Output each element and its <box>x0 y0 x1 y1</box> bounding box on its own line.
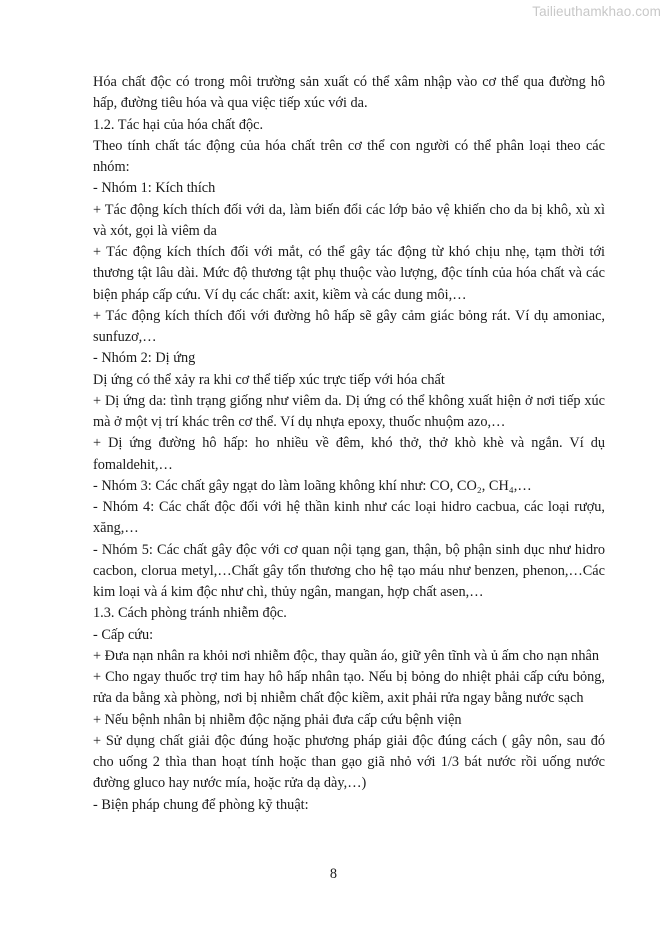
list-item: + Tác động kích thích đối với đường hô hấp sẽ gây cảm giác bỏng rát. Ví dụ amoniac, sunfuzơ,… <box>93 307 605 345</box>
prevention-heading: - Biện pháp chung để phòng kỹ thuật: <box>93 796 309 813</box>
group-3-paragraph: - Nhóm 3: Các chất gây ngạt do làm loãng không khí như: CO, CO₂, CH₄,… <box>93 477 532 494</box>
list-item: + Cho ngay thuốc trợ tim hay hô hấp nhân tạo. Nếu bị bỏng do nhiệt phải cấp cứu bỏng, rửa da bằng xà phòng, nơi bị nhiễm chất độc kiềm, axit phải rửa ngay bằng nước sạch <box>93 669 605 707</box>
group-4-paragraph: - Nhóm 4: Các chất độc đối với hệ thần kinh như các loại hidro cacbua, các loại rượu, xăng,… <box>93 499 605 537</box>
first-aid-heading: - Cấp cứu: <box>93 626 154 643</box>
paragraph-allergy: Dị ứng có thể xảy ra khi cơ thể tiếp xúc trực tiếp với hóa chất <box>93 371 445 388</box>
watermark: Tailieuthamkhao.com <box>532 4 661 19</box>
list-item: + Sử dụng chất giải độc đúng hoặc phương pháp giải độc đúng cách ( gây nôn, sau đó cho uống 2 thìa than hoạt tính hoặc than gạo giã nhỏ với 1/3 bát nước rồi uống nước đường gluco hay nước mía, hoặc rửa dạ dày,…) <box>93 732 605 792</box>
list-item: + Tác động kích thích đối với da, làm biến đổi các lớp bảo vệ khiến cho da bị khô, xù xì và xót, gọi là viêm da <box>93 201 605 239</box>
group-1-heading: - Nhóm 1: Kích thích <box>93 180 216 197</box>
group-5-paragraph: - Nhóm 5: Các chất gây độc với cơ quan nội tạng gan, thận, bộ phận sinh dục như hidro cacbon, clorua metyl,…Chất gây tổn thương cho hệ tạo máu như benzen, phenon,…Các kim loại và á kim độc như chì, thủy ngân, mangan, hợp chất asen,… <box>93 541 605 600</box>
paragraph-classification: Theo tính chất tác động của hóa chất trên cơ thể con người có thể phân loại theo các nhóm: <box>93 137 605 175</box>
page-number: 8 <box>329 866 338 882</box>
list-item: + Dị ứng da: tình trạng giống như viêm da. Dị ứng có thể không xuất hiện ở nơi tiếp xúc mà ở một vị trí khác trên cơ thể. Ví dụ nhựa epoxy, thuốc nhuộm azo,… <box>93 392 605 430</box>
list-item: + Đưa nạn nhân ra khỏi nơi nhiễm độc, thay quần áo, giữ yên tĩnh và ủ ấm cho nạn nhân <box>93 647 599 664</box>
list-item: + Dị ứng đường hô hấp: ho nhiều về đêm, khó thở, thở khò khè và ngắn. Ví dụ fomaldehit,… <box>93 435 605 473</box>
document-body <box>93 72 605 816</box>
list-item: + Nếu bệnh nhân bị nhiễm độc nặng phải đưa cấp cứu bệnh viện <box>93 711 462 728</box>
paragraph-intro: Hóa chất độc có trong môi trường sản xuất có thể xâm nhập vào cơ thể qua đường hô hấp, đường tiêu hóa và qua việc tiếp xúc với da. <box>93 74 605 112</box>
section-heading-1-2: 1.2. Tác hại của hóa chất độc. <box>93 116 264 133</box>
section-heading-1-3: 1.3. Cách phòng tránh nhiễm độc. <box>93 605 287 622</box>
group-2-heading: - Nhóm 2: Dị ứng <box>93 350 196 367</box>
list-item: + Tác động kích thích đối với mắt, có thể gây tác động từ khó chịu nhẹ, tạm thời tới thương tật lâu dài. Mức độ thương tật phụ thuộc vào lượng, độc tính của hóa chất và các biện pháp cấp cứu. Ví dụ các chất: axit, kiềm và các dung môi,… <box>93 244 605 303</box>
